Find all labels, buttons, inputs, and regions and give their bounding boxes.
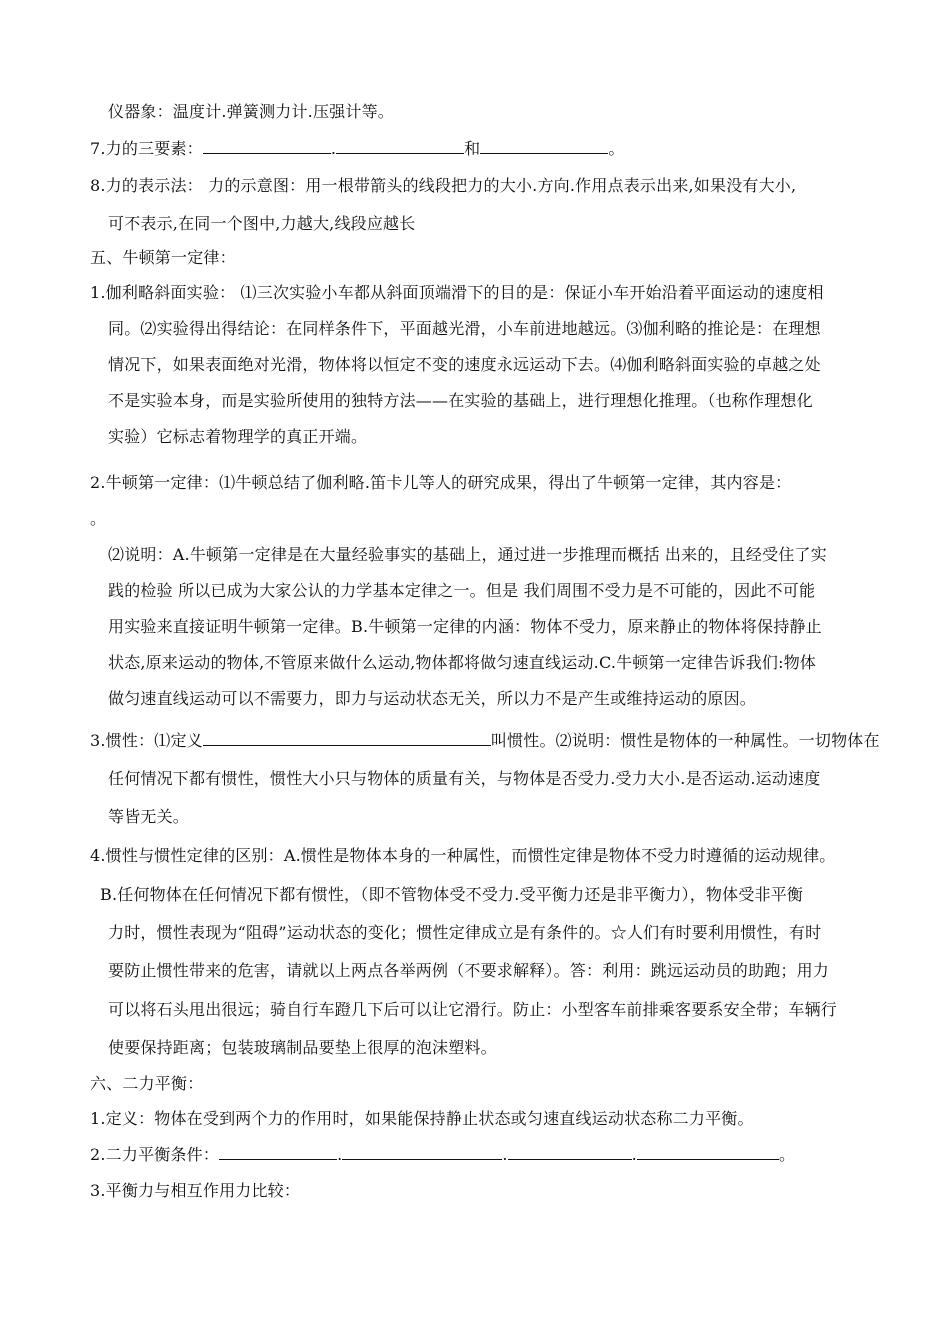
- text-line: 3.平衡力与相互作用力比较：: [90, 1181, 301, 1200]
- text-line: 要防止惯性带来的危害，请就以上两点各举两例（不要求解释）。答：利用：跳远运动员的助跑；用力: [108, 961, 830, 980]
- answer-blank[interactable]: [637, 1145, 779, 1160]
- text-line: 等皆无关。: [108, 807, 190, 826]
- answer-blank[interactable]: [219, 1145, 337, 1160]
- text-line: 不是实验本身，而是实验所使用的独特方法——在实验的基础上，进行理想化推理。（也称作理想化: [108, 391, 813, 410]
- text-line: 任何情况下都有惯性，惯性大小只与物体的质量有关，与物体是否受力.受力大小.是否运动.运动速度: [108, 769, 821, 788]
- answer-blank[interactable]: [336, 139, 464, 154]
- section-heading: 五、牛顿第一定律：: [90, 248, 236, 267]
- text-line: 8.力的表示法： 力的示意图：用一根带箭头的线段把力的大小.方向.作用点表示出来,如果没有大小,: [90, 176, 797, 195]
- text-line: 仪器象：温度计.弹簧测力计.压强计等。: [108, 102, 394, 121]
- text-line: 可以将石头甩出很远；骑自行车蹬几下后可以让它滑行。防止：小型客车前排乘客要系安全带；车辆行: [108, 1000, 838, 1019]
- answer-blank[interactable]: [508, 1145, 632, 1160]
- text-line: 1.伽利略斜面实验： ⑴三次实验小车都从斜面顶端滑下的目的是：保证小车开始沿着平面运动的速度相: [90, 283, 824, 302]
- text-line: 2.牛顿第一定律：⑴牛顿总结了伽利略.笛卡儿等人的研究成果，得出了牛顿第一定律，其内容是：: [90, 473, 792, 492]
- text-line: 使要保持距离；包装玻璃制品要垫上很厚的泡沫塑料。: [108, 1038, 497, 1057]
- text-line: B.任何物体在任何情况下都有惯性，（即不管物体受不受力.受平衡力还是非平衡力），物体受非平衡: [100, 885, 804, 904]
- text-line: 。: [90, 509, 107, 528]
- text-line: ⑵说明：A.牛顿第一定律是在大量经验事实的基础上，通过进一步推理而概括 出来的，且经受住了实: [108, 545, 827, 564]
- inertia-definition-line: 3.惯性：⑴定义 叫惯性。⑵说明：惯性是物体的一种属性。一切物体在: [90, 731, 880, 750]
- answer-blank[interactable]: [203, 731, 491, 746]
- text-line: 状态,原来运动的物体,不管原来做什么运动,物体都将做匀速直线运动.C.牛顿第一定律告诉我们:物体: [108, 653, 817, 672]
- text-line: 4.惯性与惯性定律的区别：A.惯性是物体本身的一种属性，而惯性定律是物体不受力时遵循的运动规律。: [90, 846, 836, 865]
- answer-blank[interactable]: [203, 139, 331, 154]
- text-line: 实验）它标志着物理学的真正开端。: [108, 427, 368, 446]
- answer-blank[interactable]: [342, 1145, 502, 1160]
- three-elements-of-force-line: 7.力的三要素： . 和 。: [90, 139, 625, 158]
- text-line: 力时，惯性表现为“阻碍”运动状态的变化；惯性定律成立是有条件的。☆人们有时要利用惯性，有时: [108, 923, 822, 942]
- text-line: 做匀速直线运动可以不需要力，即力与运动状态无关，所以力不是产生或维持运动的原因。: [108, 689, 757, 708]
- text-line: 同。⑵实验得出得结论：在同样条件下，平面越光滑，小车前进地越远。⑶伽利略的推论是：在理想: [108, 319, 821, 338]
- text-line: 用实验来直接证明牛顿第一定律。B.牛顿第一定律的内涵：物体不受力，原来静止的物体将保持静止: [108, 617, 822, 636]
- text-line: 情况下，如果表面绝对光滑，物体将以恒定不变的速度永远运动下去。⑷伽利略斜面实验的卓越之处: [108, 355, 821, 374]
- balance-conditions-line: 2.二力平衡条件： . . . 。: [90, 1145, 796, 1164]
- text-line: 可不表示,在同一个图中,力越大,线段应越长: [108, 214, 416, 233]
- text-line: 1.定义：物体在受到两个力的作用时，如果能保持静止状态或匀速直线运动状态称二力平衡。: [90, 1109, 754, 1128]
- answer-blank[interactable]: [480, 139, 608, 154]
- section-heading: 六、二力平衡：: [90, 1074, 204, 1093]
- text-line: 践的检验 所以已成为大家公认的力学基本定律之一。但是 我们周围不受力是不可能的，因此不可能: [108, 581, 816, 600]
